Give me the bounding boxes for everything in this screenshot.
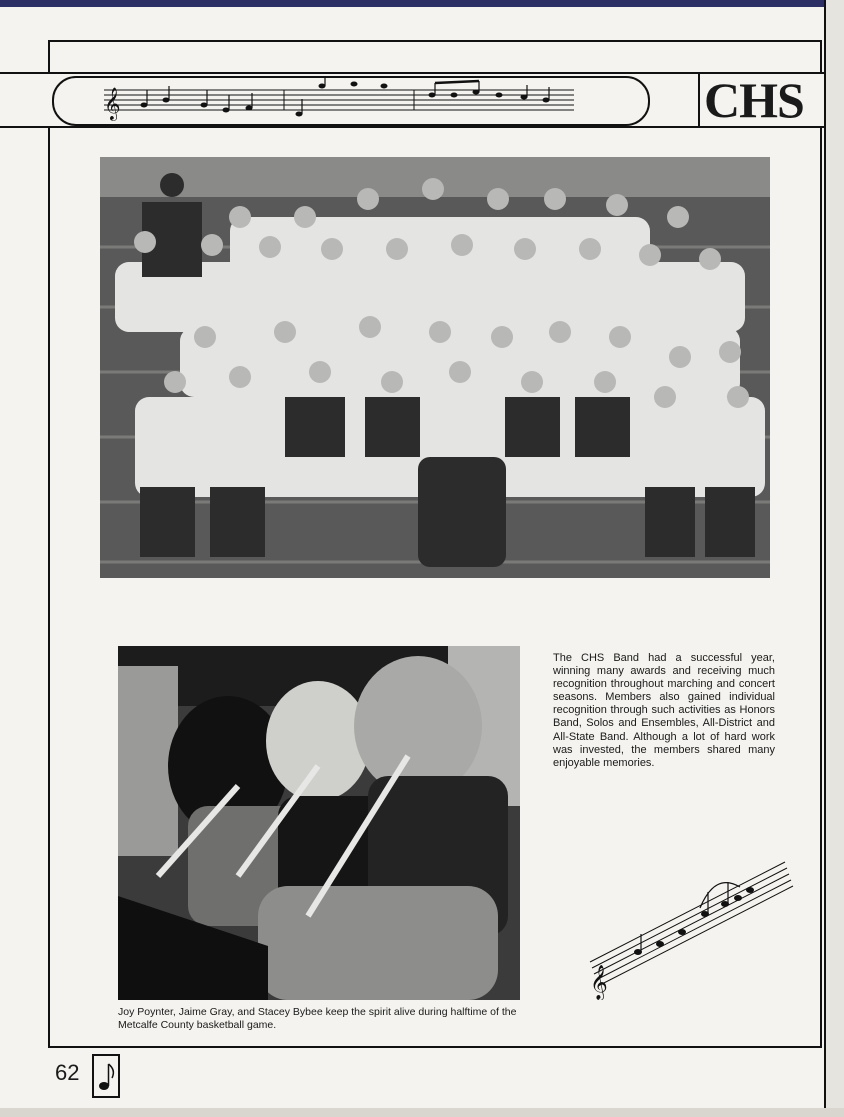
photo-caption: Joy Poynter, Jaime Gray, and Stacey Bybee keep the spirit alive during halftime of the Metcalfe County basketball game. — [118, 1006, 517, 1031]
page-number: 62 — [55, 1060, 80, 1085]
page-title: CHS — [698, 72, 844, 128]
eighth-note-icon — [92, 1054, 120, 1098]
svg-text:𝄞: 𝄞 — [104, 87, 121, 120]
bottom-strip — [0, 1108, 844, 1117]
group-photo — [100, 157, 770, 578]
article-body: The CHS Band had a successful year, winning many awards and receiving much recognition throughout marching and concert seasons. Members also gained individual recognition through such activities as Honors Band, Solos and Ensembles, All-District and All-State Band. Although a lot of hard work was invested, the members shared many enjoyable memories. — [553, 652, 775, 769]
page-edge — [824, 0, 844, 1108]
top-color-strip — [0, 0, 844, 7]
svg-text:𝄞: 𝄞 — [590, 965, 608, 1000]
music-staff-icon — [52, 76, 650, 126]
music-notes-icon — [580, 842, 796, 1000]
trumpet-photo — [118, 646, 520, 1000]
